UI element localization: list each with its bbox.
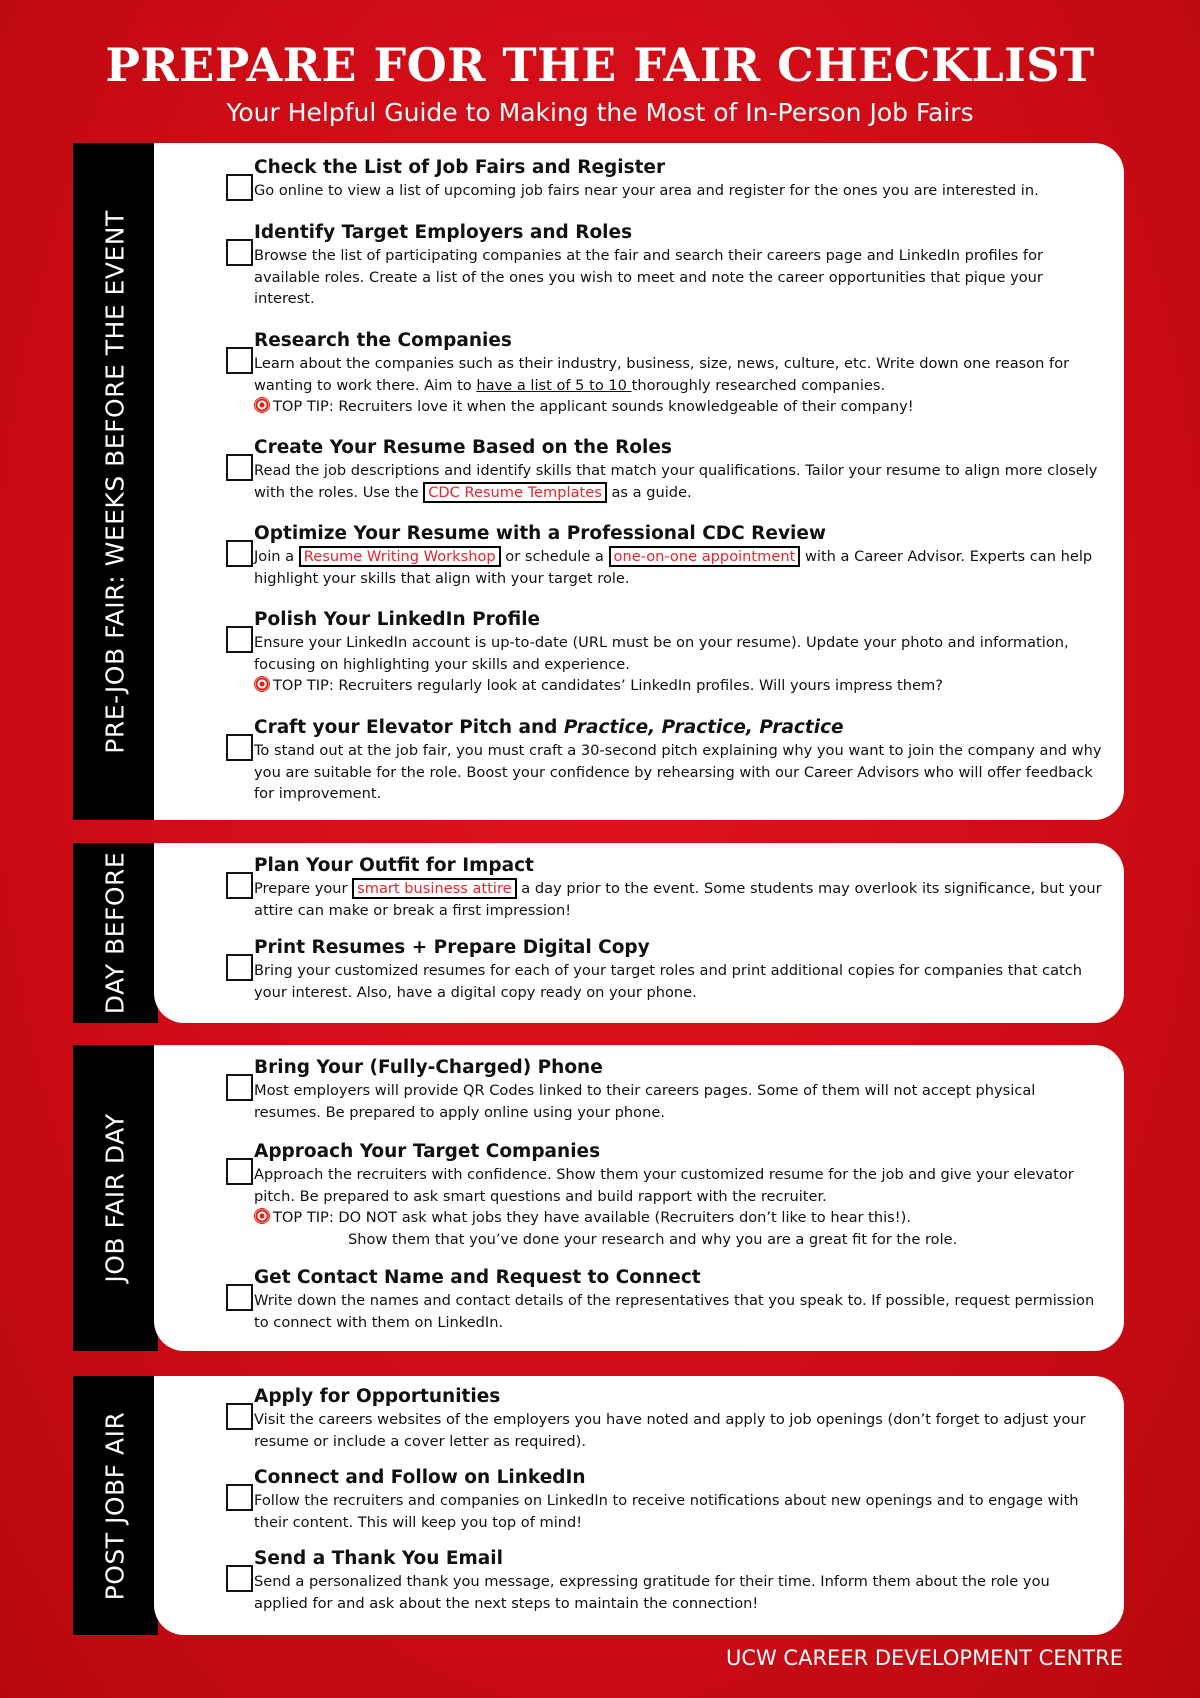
item-description: Bring your customized resumes for each of your target roles and print additional copies for companies that catch your interest. Also, have a digital copy ready on your phone. — [254, 962, 1083, 1001]
business-attire-link[interactable]: smart business attire — [352, 878, 516, 899]
section-sidebar — [73, 843, 158, 1023]
checkbox[interactable] — [226, 626, 253, 653]
section-panel — [154, 843, 1124, 1023]
section-day-before — [73, 843, 1124, 1023]
item-description: Browse the list of participating companies at the fair and search their careers page and LinkedIn profiles for available roles. Create a list of the ones you wish to meet and note the career opportunities that pique your interest. — [254, 247, 1043, 307]
item-description: Join a Resume Writing Workshop or schedule a one-on-one appointment with a Career Advisor. Experts can help highlight your skills that align with your target role. — [254, 548, 1093, 587]
checklist-item — [254, 1547, 1102, 1614]
section-job-fair-day — [73, 1045, 1124, 1351]
item-title: Research the Companies — [254, 330, 512, 351]
top-tip: TOP TIP: DO NOT ask what jobs they have available (Recruiters don’t like to hear this!). — [254, 1207, 1102, 1229]
checkbox[interactable] — [226, 1565, 253, 1592]
item-title: Connect and Follow on LinkedIn — [254, 1467, 586, 1488]
item-description: Follow the recruiters and companies on LinkedIn to receive notifications about new openings and to engage with their content. This will keep you top of mind! — [254, 1492, 1079, 1531]
section-label: DAY BEFORE — [100, 851, 130, 1015]
item-title: Optimize Your Resume with a Professional CDC Review — [254, 523, 827, 544]
checklist-item — [254, 329, 1102, 418]
checkbox[interactable] — [226, 872, 253, 899]
target-icon — [254, 397, 270, 413]
checklist-item — [254, 221, 1102, 310]
target-icon — [254, 1208, 270, 1224]
item-title: Print Resumes + Prepare Digital Copy — [254, 937, 650, 958]
item-description: Send a personalized thank you message, expressing gratitude for their time. Inform them about the role you applied for and ask about the next steps to maintain the connection! — [254, 1573, 1050, 1612]
item-description: Learn about the companies such as their industry, business, size, news, culture, etc. Write down one reason for wanting to work there. Aim to have a list of 5 to 10 thoroughly researched companies. — [254, 355, 1070, 394]
checklist-item — [254, 156, 1102, 202]
checklist-item — [254, 854, 1102, 921]
checkbox[interactable] — [226, 734, 253, 761]
footer-organization: UCW CAREER DEVELOPMENT CENTRE — [725, 1646, 1123, 1670]
section-panel — [154, 1376, 1124, 1635]
item-description: Go online to view a list of upcoming job fairs near your area and register for the ones you are interested in. — [254, 182, 1039, 199]
appointment-link[interactable]: one-on-one appointment — [609, 546, 801, 567]
checkbox[interactable] — [226, 954, 253, 981]
item-title: Identify Target Employers and Roles — [254, 222, 633, 243]
checkbox[interactable] — [226, 1403, 253, 1430]
checklist-item — [254, 1056, 1102, 1123]
item-title: Get Contact Name and Request to Connect — [254, 1267, 701, 1288]
checklist-item — [254, 522, 1102, 589]
checklist-item — [254, 1266, 1102, 1333]
cdc-resume-templates-link[interactable]: CDC Resume Templates — [423, 482, 607, 503]
item-title: Create Your Resume Based on the Roles — [254, 437, 672, 458]
checkbox[interactable] — [226, 1074, 253, 1101]
section-panel — [154, 143, 1124, 820]
top-tip: TOP TIP: Recruiters love it when the applicant sounds knowledgeable of their company! — [254, 396, 1102, 418]
top-tip: TOP TIP: Recruiters regularly look at candidates’ LinkedIn profiles. Will yours impress them? — [254, 675, 1102, 697]
item-title: Bring Your (Fully-Charged) Phone — [254, 1057, 603, 1078]
item-description: Write down the names and contact details of the representatives that you speak to. If possible, request permission to connect with them on LinkedIn. — [254, 1292, 1095, 1331]
item-title: Craft your Elevator Pitch and Practice, Practice, Practice — [254, 717, 844, 738]
checklist-item — [254, 716, 1102, 805]
checklist-item — [254, 1140, 1102, 1250]
section-pre-job-fair — [73, 143, 1124, 820]
section-sidebar — [73, 1376, 158, 1635]
section-post-job-fair — [73, 1376, 1124, 1635]
checklist-item — [254, 1466, 1102, 1533]
checkbox[interactable] — [226, 540, 253, 567]
item-description: Read the job descriptions and identify skills that match your qualifications. Tailor your resume to align more closely with the roles. Use the CDC Resume Templates as a guide. — [254, 462, 1098, 501]
checkbox[interactable] — [226, 1484, 253, 1511]
checklist-item — [254, 1385, 1102, 1452]
section-sidebar — [73, 1045, 158, 1351]
item-title: Check the List of Job Fairs and Register — [254, 157, 666, 178]
underlined-text: have a list of 5 to 10 — [476, 376, 632, 394]
checklist-item — [254, 608, 1102, 697]
resume-workshop-link[interactable]: Resume Writing Workshop — [299, 546, 501, 567]
section-sidebar — [73, 143, 158, 820]
checkbox[interactable] — [226, 174, 253, 201]
section-label: JOB FAIR DAY — [100, 1113, 130, 1283]
item-description: Most employers will provide QR Codes linked to their careers pages. Some of them will not accept physical resumes. Be prepared to apply online using your phone. — [254, 1082, 1036, 1121]
item-description: Prepare your smart business attire a day prior to the event. Some students may overlook its significance, but your attire can make or break a first impression! — [254, 880, 1102, 919]
item-title: Apply for Opportunities — [254, 1386, 501, 1407]
checkbox[interactable] — [226, 454, 253, 481]
checkbox[interactable] — [226, 1158, 253, 1185]
item-title: Approach Your Target Companies — [254, 1141, 601, 1162]
item-title: Plan Your Outfit for Impact — [254, 855, 534, 876]
item-title: Polish Your LinkedIn Profile — [254, 609, 541, 630]
target-icon — [254, 676, 270, 692]
section-panel — [154, 1045, 1124, 1351]
item-title: Send a Thank You Email — [254, 1548, 503, 1569]
checkbox[interactable] — [226, 347, 253, 374]
item-description: Visit the careers websites of the employers you have noted and apply to job openings (don’t forget to adjust your resume or include a cover letter as required). — [254, 1411, 1086, 1450]
item-description: To stand out at the job fair, you must craft a 30-second pitch explaining why you want to join the company and why you are suitable for the role. Boost your confidence by rehearsing with our Career Advisors who will offer feedback for improvement. — [254, 742, 1102, 802]
top-tip-continued: Show them that you’ve done your research and why you are a great fit for the role. — [348, 1230, 958, 1248]
page-subtitle: Your Helpful Guide to Making the Most of In-Person Job Fairs — [226, 98, 974, 127]
section-label: PRE-JOB FAIR: WEEKS BEFORE THE EVENT — [100, 209, 130, 754]
item-description: Approach the recruiters with confidence. Show them your customized resume for the job and give your elevator pitch. Be prepared to ask smart questions and build rapport with the recruiter. — [254, 1166, 1074, 1205]
checkbox[interactable] — [226, 1284, 253, 1311]
page-title: PREPARE FOR THE FAIR CHECKLIST — [105, 38, 1095, 92]
checkbox[interactable] — [226, 239, 253, 266]
checklist-item — [254, 936, 1102, 1003]
item-description: Ensure your LinkedIn account is up-to-date (URL must be on your resume). Update your photo and information, focusing on highlighting your skills and experience. — [254, 634, 1069, 673]
checklist-item — [254, 436, 1102, 503]
section-label: POST JOBF AIR — [100, 1411, 130, 1600]
